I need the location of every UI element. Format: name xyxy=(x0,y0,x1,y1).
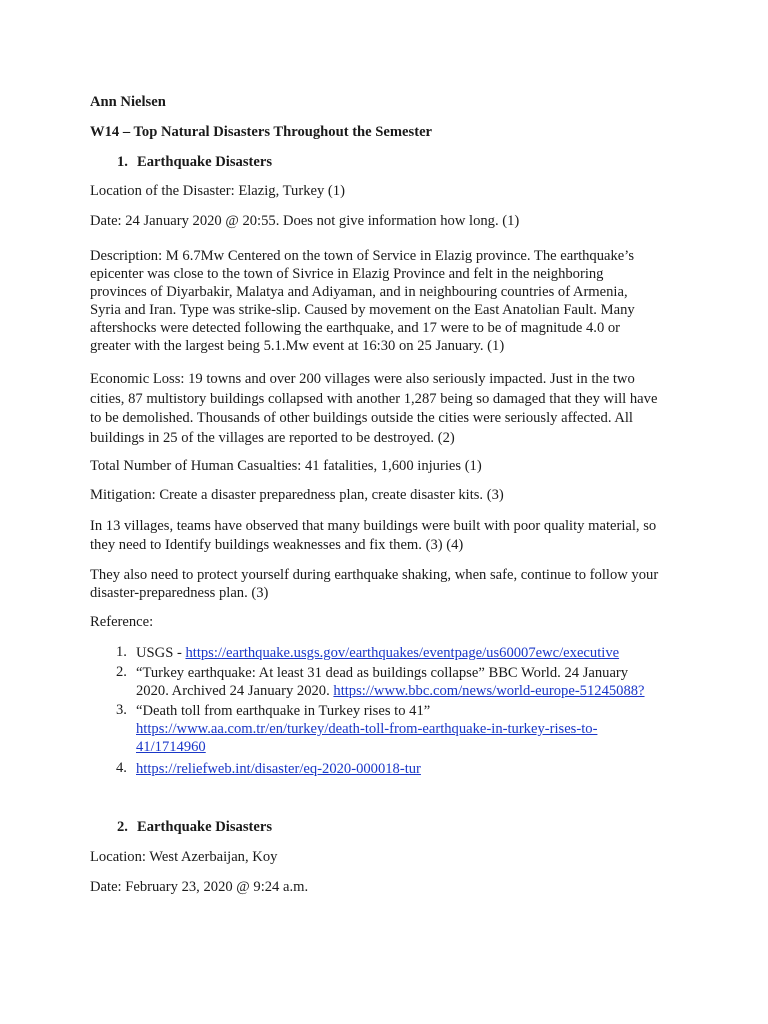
reference-2 xyxy=(136,664,645,700)
section-1-heading: Earthquake Disasters xyxy=(137,154,272,170)
villages-line: they need to Identify buildings weaknesses and fix them. (3) (4) xyxy=(90,537,464,553)
reference-4 xyxy=(136,760,421,778)
section-1-economic-loss xyxy=(90,370,710,448)
reference-3 xyxy=(136,702,597,756)
protect-line: disaster-preparedness plan. (3) xyxy=(90,585,269,601)
section-1-villages xyxy=(90,517,710,555)
reference-2-archived: 2020. Archived 24 January 2020. xyxy=(136,683,334,699)
reference-2-number: 2. xyxy=(116,664,127,680)
section-1-number: 1. xyxy=(117,154,128,170)
reference-3-number: 3. xyxy=(116,702,127,718)
section-2-number: 2. xyxy=(117,819,128,835)
economic-loss-line: cities, 87 multistory buildings collapsed with another 1,287 being so damaged that they will have xyxy=(90,390,658,407)
reference-2-link[interactable]: https://www.bbc.com/news/world-europe-51245088? xyxy=(333,683,645,699)
section-1-location: Location of the Disaster: Elazig, Turkey (1) xyxy=(90,183,345,199)
reference-2-line: “Turkey earthquake: At least 31 dead as buildings collapse” BBC World. 24 January xyxy=(136,665,629,681)
economic-loss-line: Economic Loss: 19 towns and over 200 villages were also seriously impacted. Just in the two xyxy=(90,371,635,387)
section-2-date: Date: February 23, 2020 @ 9:24 a.m. xyxy=(90,879,309,895)
reference-3-line: “Death toll from earthquake in Turkey rises to 41” xyxy=(136,703,431,719)
description-line: provinces of Diyarbakir, Malatya and Adiyaman, and in neighbouring countries of Armenia, xyxy=(90,284,628,300)
villages-line: In 13 villages, teams have observed that many buildings were built with poor quality material, so xyxy=(90,518,657,534)
description-line: Syria and Iran. Type was strike-slip. Caused by movement on the East Anatolian Fault. Many xyxy=(90,302,635,318)
reference-label: Reference: xyxy=(90,614,154,630)
reference-3-link-continued[interactable]: 41/1714960 xyxy=(136,739,206,755)
description-line: epicenter was close to the town of Sivrice in Elazig Province and felt in the neighboring xyxy=(90,266,604,282)
section-1-mitigation: Mitigation: Create a disaster preparedness plan, create disaster kits. (3) xyxy=(90,487,504,503)
author-name: Ann Nielsen xyxy=(90,94,166,110)
economic-loss-line: buildings in 25 of the villages are reported to be destroyed. (2) xyxy=(90,429,455,446)
section-1-description xyxy=(90,247,710,355)
description-line: Description: M 6.7Mw Centered on the town of Service in Elazig province. The earthquake’s xyxy=(90,248,635,264)
reference-1-link[interactable]: https://earthquake.usgs.gov/earthquakes/eventpage/us60007ewc/executive xyxy=(185,645,620,661)
section-1-date: Date: 24 January 2020 @ 20:55. Does not give information how long. (1) xyxy=(90,213,520,229)
reference-1-number: 1. xyxy=(116,644,127,660)
reference-1 xyxy=(136,644,619,662)
reference-4-link[interactable]: https://reliefweb.int/disaster/eq-2020-000018-tur xyxy=(136,761,421,777)
section-2-heading: Earthquake Disasters xyxy=(137,819,272,835)
section-1-protect xyxy=(90,566,710,602)
section-1-casualties: Total Number of Human Casualties: 41 fatalities, 1,600 injuries (1) xyxy=(90,458,482,474)
description-line: greater with the largest being 5.1.Mw event at 16:30 on 25 January. (1) xyxy=(90,338,505,354)
protect-line: They also need to protect yourself during earthquake shaking, when safe, continue to follow your xyxy=(90,567,659,583)
reference-3-link[interactable]: https://www.aa.com.tr/en/turkey/death-toll-from-earthquake-in-turkey-rises-to- xyxy=(136,721,598,737)
description-line: aftershocks were detected following the earthquake, and 17 were to be of magnitude 4.0 or xyxy=(90,320,621,336)
section-2-location: Location: West Azerbaijan, Koy xyxy=(90,849,278,865)
reference-1-source: USGS - xyxy=(136,645,186,661)
economic-loss-line: to be demolished. Thousands of other buildings outside the cities were seriously affected. All xyxy=(90,410,633,426)
document-title: W14 – Top Natural Disasters Throughout the Semester xyxy=(90,124,433,140)
reference-4-number: 4. xyxy=(116,760,127,776)
